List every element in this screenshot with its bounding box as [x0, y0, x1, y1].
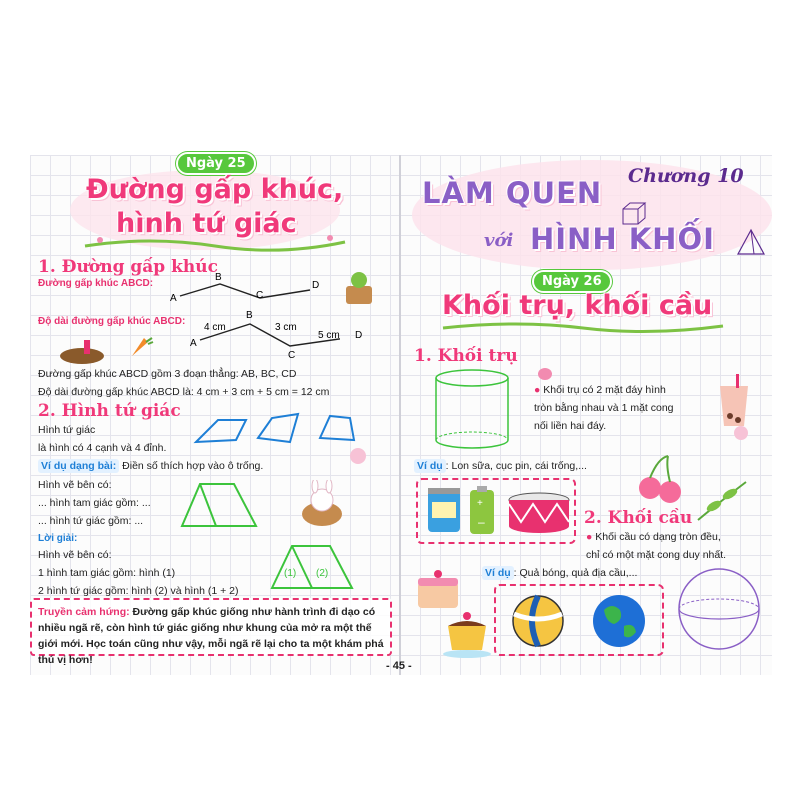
svg-text:–: –	[478, 515, 485, 529]
inspiration-label: Truyền cảm hứng:	[38, 606, 130, 618]
day-badge-26: Ngày 26	[532, 270, 612, 293]
inspiration-text: Đường gấp khúc giống như hành trình đi dạo có nhiều ngã rẽ, còn hình tứ giác giống như khung của mở ra một thế giới mới. Học toán cũng như vậy, mỗi ngã rẽ lại cho ta một khám phá thú vị hơn!	[38, 606, 384, 666]
polyline-segments-text: Đường gấp khúc ABCD gồm 3 đoạn thẳng: AB, BC, CD	[38, 368, 297, 380]
sphere-heading: 2. Khối cầu	[584, 508, 693, 528]
point-label: D	[355, 330, 363, 341]
right-subtitle: Khối trụ, khối cầu	[442, 290, 713, 321]
book-spine	[399, 155, 401, 675]
solution-text-3: 2 hình tứ giác gồm: hình (2) và hình (1 + 2)	[38, 585, 239, 597]
carrot-icon	[128, 336, 154, 360]
leaf-branch-icon	[694, 478, 750, 524]
cylinder-def-1: ● Khối trụ có 2 mặt đáy hình	[534, 384, 666, 396]
sphere-def-1: ● Khối cầu có dạng tròn đều,	[586, 531, 721, 543]
polyline-length-label: Độ dài đường gấp khúc ABCD:	[38, 316, 186, 327]
volleyball-icon	[508, 592, 568, 650]
title-vine-decoration	[80, 232, 350, 254]
section-1-heading: 1. Đường gấp khúc	[38, 257, 218, 277]
figure-label: (1)	[284, 568, 297, 579]
svg-text:+: +	[477, 498, 483, 509]
length-label: 5 cm	[318, 330, 340, 341]
point-label: B	[215, 272, 222, 283]
quadrilateral-1	[196, 420, 246, 442]
inspiration-box	[30, 598, 392, 666]
example-text-3: ... hình tứ giác gồm: ...	[38, 515, 144, 527]
pudding-icon	[440, 610, 494, 660]
example-line	[38, 460, 263, 472]
subtitle-vine-decoration	[438, 318, 728, 336]
quadrilateral-3	[320, 416, 354, 440]
sphere-figure	[676, 566, 762, 652]
point-label: C	[256, 290, 264, 301]
point-label: D	[312, 280, 320, 291]
day-badge-25: Ngày 25	[176, 152, 256, 175]
page-number: - 45 -	[386, 660, 412, 672]
quadrilateral-shapes	[190, 408, 360, 454]
flower-icon	[734, 426, 748, 440]
sphere-example: Ví dụ : Quả bóng, quả địa cầu,...	[482, 567, 637, 579]
point-label: A	[190, 338, 197, 349]
example-text: Điền số thích hợp vào ô trống.	[119, 460, 264, 472]
point-label: A	[170, 293, 177, 304]
candy-icon	[534, 366, 556, 382]
example-trapezoid-figure	[178, 480, 260, 530]
battery-icon	[466, 484, 498, 536]
chapter-title-line1: LÀM QUEN	[422, 176, 603, 210]
quadrilateral-def-1: Hình tứ giác	[38, 424, 96, 436]
quadrilateral-2	[258, 414, 298, 442]
cylinder-heading: 1. Khối trụ	[414, 346, 518, 366]
flower-icon	[350, 448, 366, 464]
solution-text-2: 1 hình tam giác gồm: hình (1)	[38, 567, 176, 579]
section-2-heading: 2. Hình tứ giác	[38, 401, 181, 421]
left-title-line2: hình tứ giác	[116, 208, 297, 239]
example-label: Ví dụ	[414, 459, 446, 473]
point-label: B	[246, 310, 253, 321]
polyline-label: Đường gấp khúc ABCD:	[38, 278, 154, 289]
polyline-figure-2-d	[205, 330, 375, 360]
cherries-icon	[636, 452, 686, 506]
example-label: Ví dụ	[482, 566, 514, 580]
bunny-mascot-icon	[296, 480, 348, 530]
point-label: C	[288, 350, 296, 358]
polyline-abcd-1	[180, 284, 310, 298]
cube-icon	[620, 200, 648, 228]
cylinder-def-3: nối liền hai đáy.	[534, 420, 607, 432]
cylinder-example: Ví dụ : Lon sữa, cục pin, cái trống,...	[414, 460, 587, 472]
length-label: 4 cm	[204, 322, 226, 333]
plant-pot-icon	[340, 270, 378, 308]
figure-label: (2)	[316, 568, 329, 579]
chapter-number: Chương 10	[628, 165, 744, 187]
cake-icon	[412, 564, 464, 614]
example-text-1: Hình vẽ bên có:	[38, 479, 112, 491]
sphere-def-2: chỉ có một mặt cong duy nhất.	[586, 549, 727, 561]
solution-trapezoid-figure	[268, 540, 358, 592]
globe-icon	[590, 592, 648, 650]
dirt-pile-icon	[58, 338, 106, 364]
pyramid-icon	[736, 228, 766, 256]
left-title-line1: Đường gấp khúc,	[86, 174, 344, 205]
example-label: Ví dụ dạng bài:	[38, 459, 119, 473]
quadrilateral-def-2: là hình có 4 cạnh và 4 đỉnh.	[38, 442, 167, 454]
polyline-length-text: Độ dài đường gấp khúc ABCD là: 4 cm + 3 cm + 5 cm = 12 cm	[38, 386, 330, 398]
cylinder-def-2: tròn bằng nhau và 1 mặt cong	[534, 402, 674, 414]
drum-icon	[506, 490, 572, 536]
bubble-tea-icon	[712, 374, 756, 430]
chapter-title-small: với	[484, 230, 514, 251]
example-text-2: ... hình tam giác gồm: ...	[38, 497, 151, 509]
solution-label: Lời giải:	[38, 533, 78, 544]
cylinder-figure	[430, 368, 514, 452]
chapter-title-line2: HÌNH KHỐI	[530, 222, 715, 256]
solution-text-1: Hình vẽ bên có:	[38, 549, 112, 561]
milk-can-icon	[424, 484, 464, 536]
length-label: 3 cm	[275, 322, 297, 333]
